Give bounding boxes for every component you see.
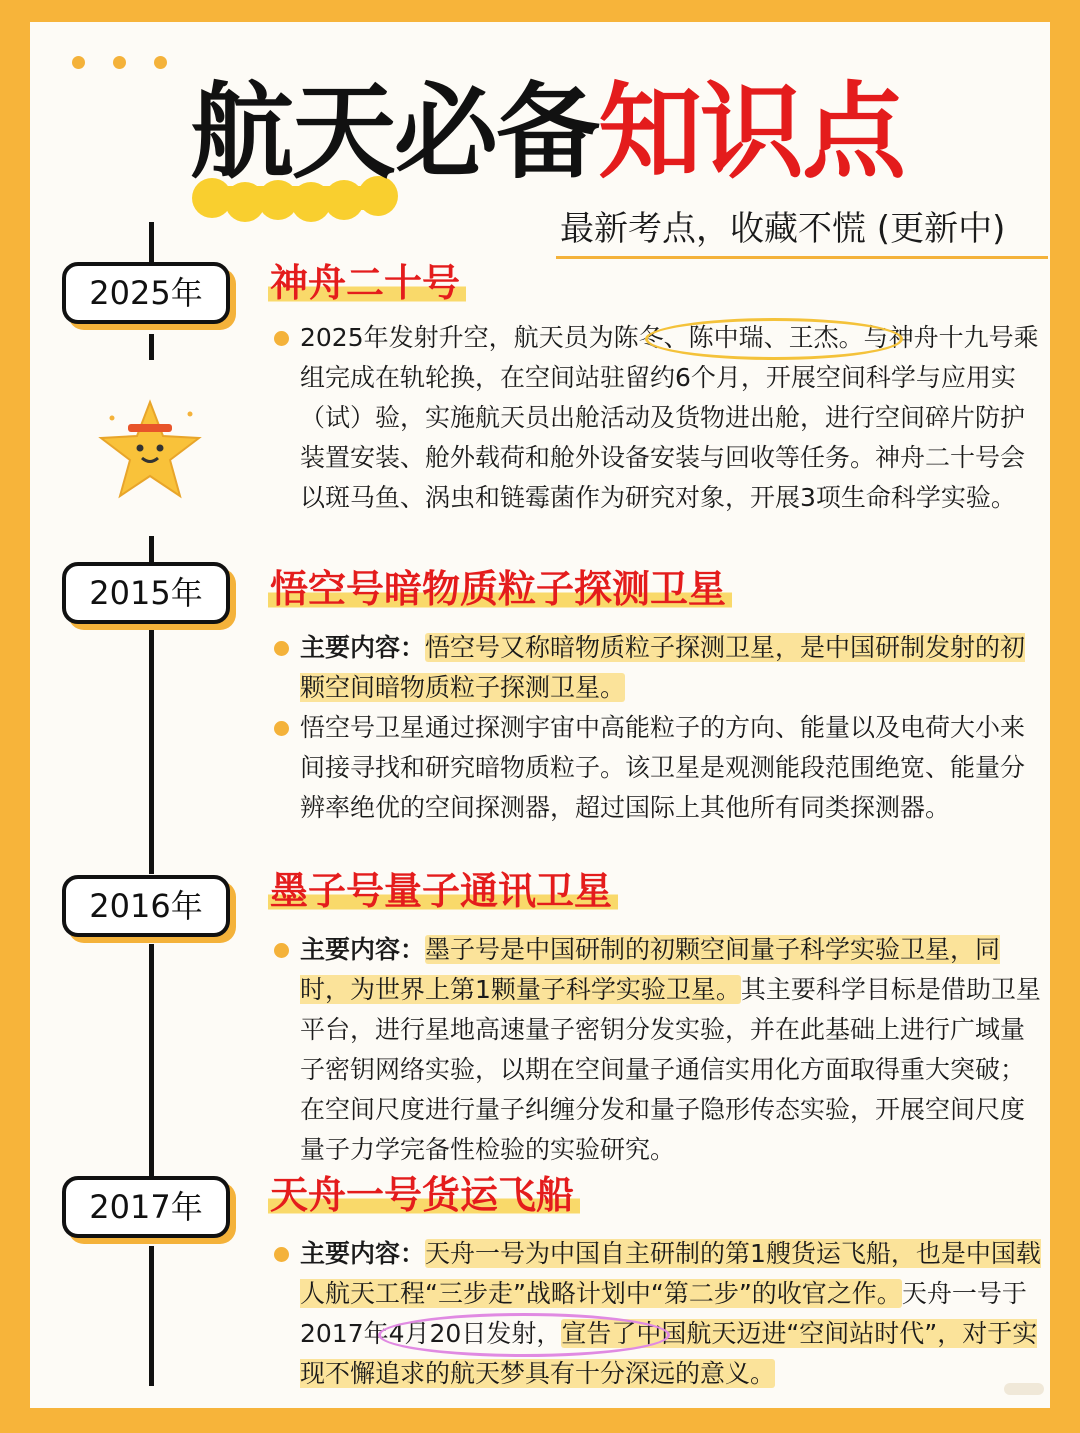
timeline-line [149,944,154,1176]
year-badge-2017: 2017年 [62,1176,230,1238]
page-title [190,72,904,192]
launch-date: 于2017年4月20日发射 [300,1279,1027,1348]
watermark-mark [1004,1383,1044,1395]
section-title-2017: 天舟一号货运飞船 [268,1170,580,1220]
section-title-2025: 神舟二十号 [268,258,466,308]
bullet-2015-2: 悟空号卫星通过探测宇宙中高能粒子的方向、能量以及电荷大小来间接寻找和研究暗物质粒子。该卫星是观测能段范围绝宽、能量分辨率绝优的空间探测器，超过国际上其他所有同类探测器。 [300,708,1042,828]
circle-annotation [378,1313,670,1357]
page-subtitle: 最新考点，收藏不慌 (更新中) [560,209,1006,249]
star-mascot-icon [98,398,202,502]
timeline-line [149,1246,154,1386]
bullet-2017-1: 主要内容：天舟一号为中国自主研制的第1艘货运飞船，也是中国载人航天工程“三步走”战略计划中“第二步”的收官之作。天舟一号于2017年4月20日发射，宣告了中国航天迈进“空间站时代”，对于实现不懈追求的航天梦具有十分深远的意义。 [300,1234,1042,1394]
timeline-line [149,222,154,262]
bullet-2016-1: 主要内容：墨子号是中国研制的初颗空间量子科学实验卫星，同时，为世界上第1颗量子科学实验卫星。其主要科学目标是借助卫星平台，进行星地高速量子密钥分发实验，并在此基础上进行广域量子密钥网络实验，以期在空间量子通信实用化方面取得重大突破；在空间尺度进行量子纠缠分发和量子隐形传态实验，开展空间尺度量子力学完备性检验的实验研究。 [300,930,1042,1170]
subtitle-underline [556,256,1048,259]
section-title-2015: 悟空号暗物质粒子探测卫星 [268,564,732,614]
title-block [190,72,910,222]
window-dots [72,56,167,69]
circle-annotation [645,318,903,360]
year-badge-2016: 2016年 [62,875,230,937]
title-part-red: 知识点 [598,71,905,193]
dot-icon [154,56,167,69]
bullet-2025-1: 2025年发射升空，航天员为陈冬、陈中瑞、王杰。与神舟十九号乘组完成在轨轮换，在空间站驻留约6个月，开展空间科学与应用实（试）验，实施航天员出舱活动及货物进出舱，进行空间碎片防护装置安装、舱外载荷和舱外设备安装与回收等任务。神舟二十号会以斑马鱼、涡虫和链霉菌作为研究对象，开展3项生命科学实验。 [300,318,1042,518]
timeline-line [149,630,154,874]
timeline-line [149,334,154,360]
bullet-2015-1: 主要内容：悟空号又称暗物质粒子探测卫星，是中国研制发射的初颗空间暗物质粒子探测卫星。 [300,628,1042,708]
dot-icon [113,56,126,69]
year-badge-2025: 2025年 [62,262,230,324]
section-title-2016: 墨子号量子通讯卫星 [268,866,618,916]
title-part-black: 航天必备 [190,71,599,193]
timeline-line [149,536,154,562]
astronaut-names: 陈冬、陈中瑞、王杰 [613,323,839,352]
dot-icon [72,56,85,69]
year-badge-2015: 2015年 [62,562,230,624]
